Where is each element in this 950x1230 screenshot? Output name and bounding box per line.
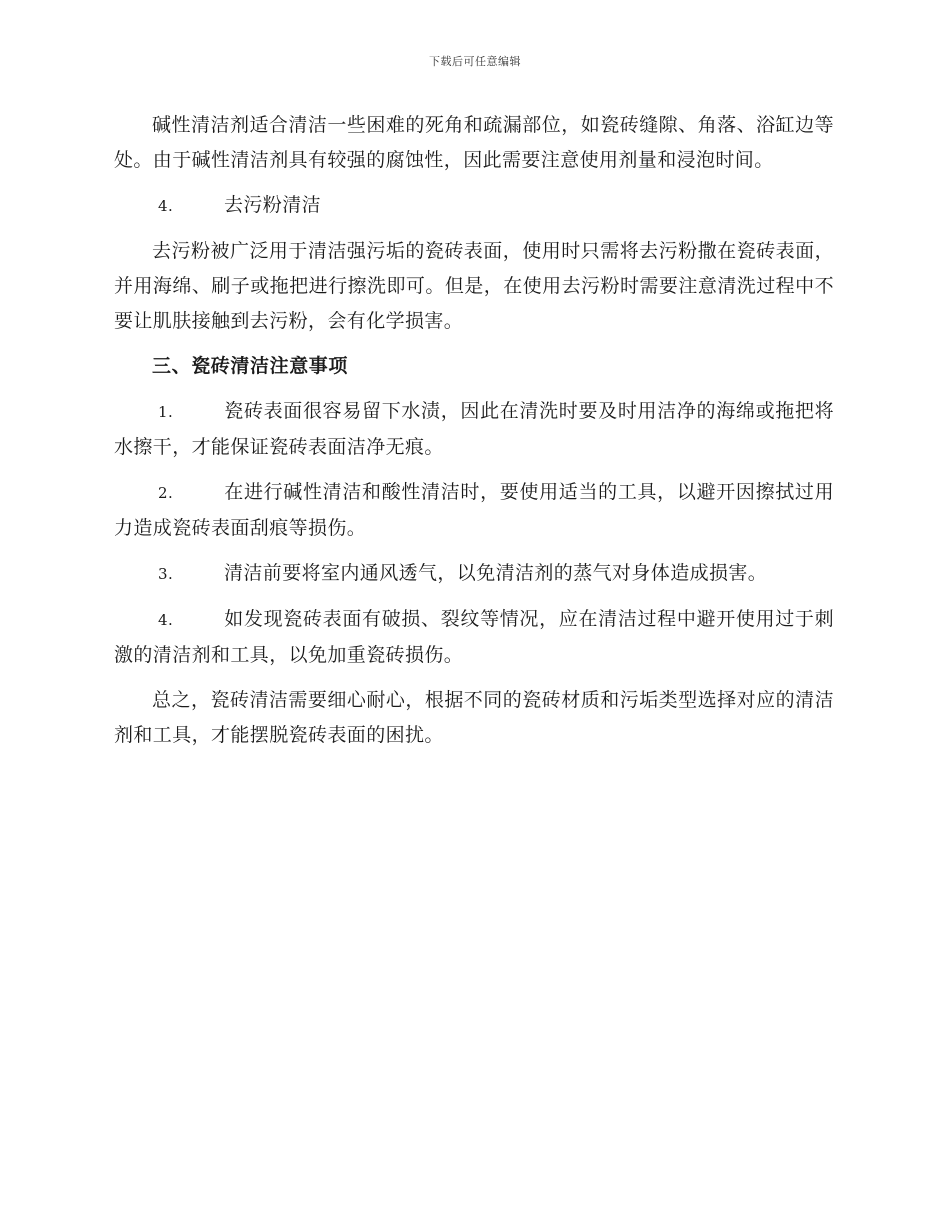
- page-header-note: 下载后可任意编辑: [429, 55, 521, 68]
- list-item-text: 瓷砖表面很容易留下水渍，因此在清洗时要及时用洁净的海绵或拖把将水擦干，才能保证瓷砖表面洁净无痕。: [114, 400, 834, 458]
- document-body: [114, 108, 834, 763]
- paragraph-alkaline-cleaner: 碱性清洁剂适合清洁一些困难的死角和疏漏部位，如瓷砖缝隙、角落、浴缸边等处。由于碱性清洁剂具有较强的腐蚀性，因此需要注意使用剂量和浸泡时间。: [114, 114, 834, 171]
- list-number: 3.: [158, 565, 174, 583]
- list-item-scouring-powder: [114, 188, 834, 224]
- list-item-text: 去污粉清洁: [224, 194, 322, 216]
- list-item-note-3: [114, 556, 834, 592]
- list-item-note-4: [114, 602, 834, 673]
- list-number: 4.: [158, 611, 174, 629]
- list-item-note-2: [114, 475, 834, 546]
- list-item-note-1: [114, 394, 834, 465]
- list-number: 1.: [158, 403, 174, 421]
- section-heading: 三、瓷砖清洁注意事项: [152, 355, 349, 377]
- list-number: 2.: [158, 484, 174, 502]
- list-item-text: 在进行碱性清洁和酸性清洁时，要使用适当的工具，以避开因擦拭过用力造成瓷砖表面刮痕等损伤。: [114, 481, 834, 539]
- paragraph-scouring-powder: 去污粉被广泛用于清洁强污垢的瓷砖表面，使用时只需将去污粉撒在瓷砖表面，并用海绵、刷子或拖把进行擦洗即可。但是，在使用去污粉时需要注意清洗过程中不要让肌肤接触到去污粉，会有化学损害。: [114, 240, 834, 332]
- list-number: 4.: [158, 197, 174, 215]
- list-item-text: 如发现瓷砖表面有破损、裂纹等情况，应在清洁过程中避开使用过于刺激的清洁剂和工具，以免加重瓷砖损伤。: [114, 608, 834, 666]
- list-item-text: 清洁前要将室内通风透气，以免清洁剂的蒸气对身体造成损害。: [224, 562, 768, 584]
- paragraph-conclusion: 总之，瓷砖清洁需要细心耐心，根据不同的瓷砖材质和污垢类型选择对应的清洁剂和工具，才能摆脱瓷砖表面的困扰。: [114, 689, 834, 746]
